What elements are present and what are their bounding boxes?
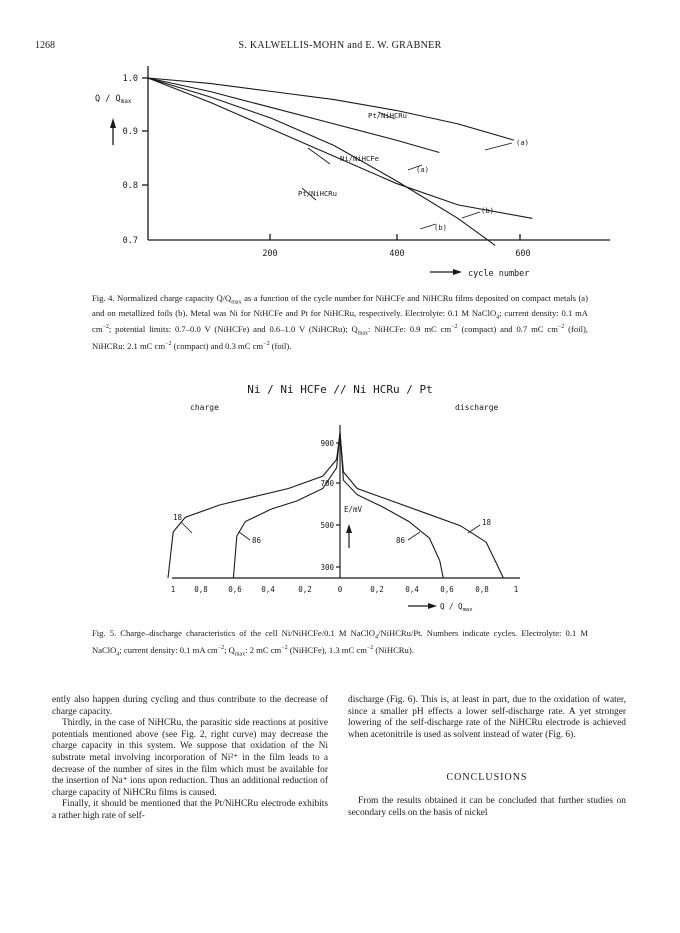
fig5-title: Ni / Ni HCFe // Ni HCRu / Pt: [247, 383, 433, 396]
right-paragraph-1: discharge (Fig. 6). This is, at least in part, due to the oxidation of water, since a smaller pH effects a lower self-discharge rate. A yet stronger lowering of the self-discharge rate of the NiHCRu electrode is achieved when acetonitrile is used as solvent instead of water (Fig. 6).: [348, 695, 626, 740]
fig5-xtick-label-1-left: 1: [170, 585, 176, 594]
left-paragraph-1: ently also happen during cycling and thus contribute to the decrease of charge capacity.: [52, 695, 328, 717]
fig5-x-arrowhead: [428, 603, 437, 609]
fig4-xtick-label-400: 400: [389, 249, 405, 259]
fig5-x-label: Q / $Q_{max}$: [440, 602, 473, 613]
fig5-leader-86-right: [408, 532, 420, 540]
fig5-leader-18-left: [181, 522, 192, 533]
fig4-xtick-label-600: 600: [515, 249, 531, 259]
fig4-label-pt-nihcru-top: Pt/NiHCRu: [368, 111, 407, 120]
fig4-ytick-label-0.8: 0.8: [122, 181, 138, 191]
fig5-y-label: E/mV: [344, 505, 363, 514]
fig4-y-label: Q / $Q_{max}$: [95, 94, 132, 105]
fig4-label-b1: (b): [481, 206, 494, 215]
fig5-xtick-label-0.8-left: 0,8: [194, 585, 208, 594]
figure-5-caption: Fig. 5. Charge–discharge characteristics of the cell Ni/NiHCFe/0.1 M NaClO$_4$/NiHCRu/Pt. Numbers indicate cycles. Electrolyte: 0.1 M NaClO$_4$; current density: 0.1 mA $cm^{-2}$; $Q_{max}$: 2 mC $cm^{-2}$ (NiHCFe), 1.3 mC $cm^{-2}$ (NiHCRu).: [92, 628, 588, 658]
fig5-series-charge-86: [233, 433, 340, 578]
fig4-ytick-label-0.9: 0.9: [122, 127, 138, 137]
fig4-label-b2: (b): [434, 223, 447, 232]
fig5-label-18-right: 18: [482, 518, 492, 527]
fig5-xtick-label-0.2-right: 0,2: [370, 585, 384, 594]
fig4-x-label: cycle number: [468, 269, 530, 279]
fig4-label-a2: (a): [416, 165, 429, 174]
fig4-label-a1: (a): [516, 138, 529, 147]
left-paragraph-2: Thirdly, in the case of NiHCRu, the parasitic side reactions at positive potentials mentioned above (see Fig. 2, right curve) may decrease the charge capacity in this system. We suppose that oxidation of the Ni substrate metal involving incorporation of Ni²⁺ in the film leads to a decrease of the number of sites in the film which must be available for the insertion of Na⁺ ions upon reduction. Thus an additional reduction of charge capacity of NiHCRu films is caused.: [52, 718, 328, 798]
fig5-ytick-label-500: 500: [320, 521, 334, 530]
body-left-column: [52, 695, 328, 823]
fig5-leader-18-right: [468, 525, 480, 533]
fig5-label-18-left: 18: [173, 513, 183, 522]
fig5-label-86-left: 86: [252, 536, 262, 545]
fig5-label-86-right: 86: [396, 536, 406, 545]
left-paragraph-3: Finally, it should be mentioned that the Pt/NiHCRu electrode exhibits a rather high rate of self-: [52, 799, 328, 821]
fig5-ytick-label-900: 900: [320, 439, 334, 448]
fig5-xtick-label-0.6-left: 0,6: [228, 585, 242, 594]
running-header-authors: S. KALWELLIS-MOHN and E. W. GRABNER: [238, 40, 442, 51]
right-paragraph-2: From the results obtained it can be concluded that further studies on secondary cells on the basis of nickel: [348, 795, 626, 818]
fig5-xtick-label-0.2-left: 0,2: [298, 585, 312, 594]
fig5-xtick-label-0: 0: [337, 585, 343, 594]
fig5-xtick-label-0.4-left: 0,4: [261, 585, 275, 594]
figure-4-caption: Fig. 4. Normalized charge capacity $Q/Q_{max}$ as a function of the cycle number for NiHCFe and NiHCRu films deposited on compact metals (a) and on metallized foils (b). Metal was Ni for NiHCFe and Pt for NiHCRu, respectively. Electrolyte: 0.1 M NaClO$_4$; current density: 0.1 mA $cm^{-2}$; potential limits: 0.7–0.0 V (NiHCFe) and 0.6–1.0 V (NiHCRu); $Q_{max}$: NiHCFe: 0.9 mC $cm^{-2}$ (compact) and 0.7 mC $cm^{-2}$ (foil), NiHCRu: 2.1 mC $cm^{-2}$ (compact) and 0.3 mC $cm^{-2}$ (foil).: [92, 293, 588, 351]
fig4-label-pt-nihcru-low: Pt/NiHCRu: [298, 189, 337, 198]
fig4-label-ni-nihcfe: Ni/NiHCFe: [340, 154, 379, 163]
fig4-ytick-label-0.7: 0.7: [122, 236, 138, 246]
fig5-series-discharge-18: [340, 433, 503, 578]
fig4-ytick-label-1.0: 1.0: [122, 74, 138, 84]
fig4-xtick-label-200: 200: [262, 249, 278, 259]
fig5-xtick-label-0.8-right: 0,8: [475, 585, 489, 594]
fig5-xtick-label-1-right: 1: [513, 585, 519, 594]
fig5-xtick-label-0.6-right: 0,6: [440, 585, 454, 594]
fig5-y-arrowhead: [346, 524, 352, 533]
section-heading-conclusions: CONCLUSIONS: [446, 772, 528, 784]
fig5-label-discharge: discharge: [455, 403, 499, 412]
fig5-series-charge-18: [168, 433, 340, 578]
fig5-label-charge: charge: [190, 403, 219, 412]
page-number: 1268: [35, 40, 55, 51]
fig5-ytick-label-300: 300: [320, 563, 334, 572]
body-right-column: [348, 695, 626, 819]
fig5-ytick-label-700: 700: [320, 479, 334, 488]
fig5-xtick-label-0.4-right: 0,4: [405, 585, 419, 594]
fig5-leader-86-left: [239, 532, 250, 540]
